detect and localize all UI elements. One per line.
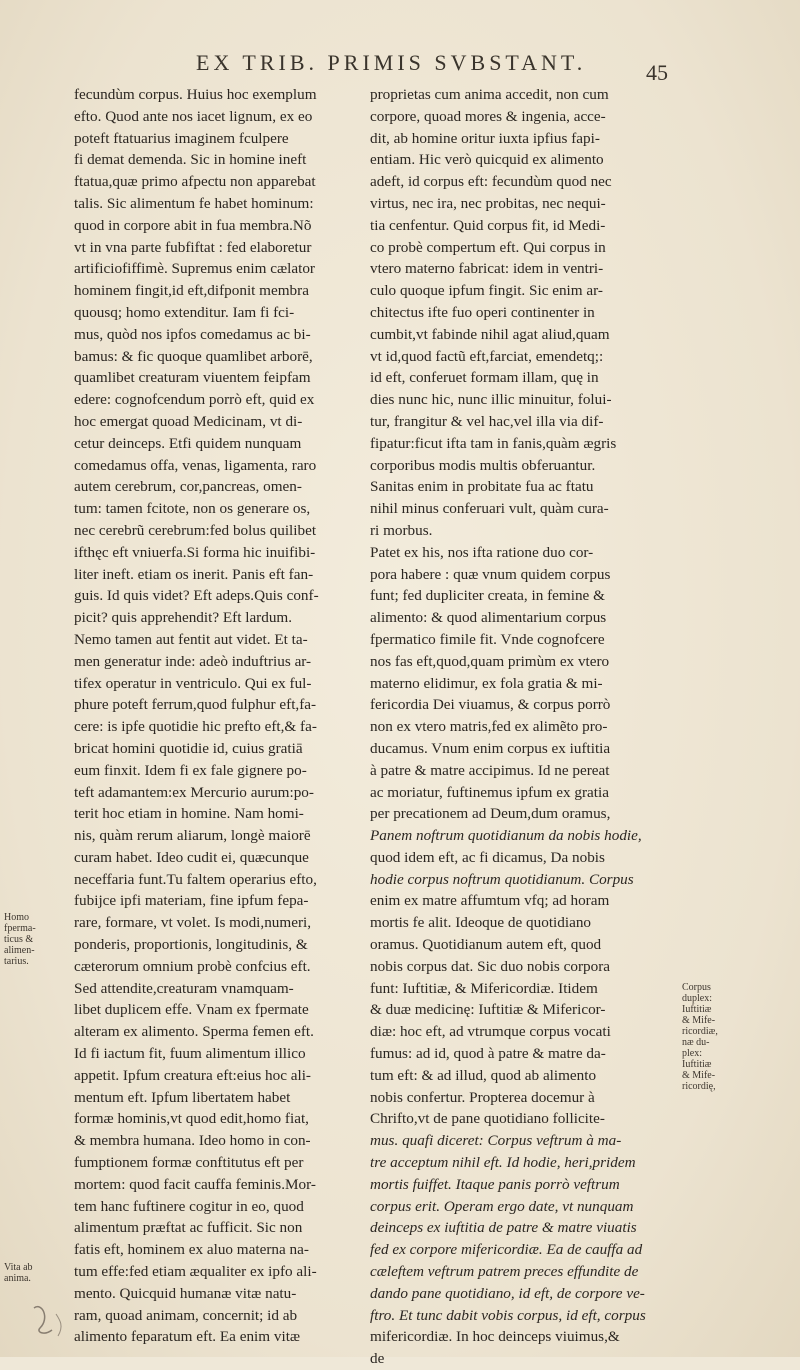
text-line: libet duplicem effe. Vnam ex fpermate (74, 1001, 309, 1019)
margin-note-line: & Mife- (682, 1070, 716, 1081)
right-text-column (370, 84, 678, 1370)
text-line: ducamus. Vnum enim corpus ex iuftitia (370, 739, 611, 757)
margin-note-line: ticus & (4, 934, 34, 945)
text-line: corpore, quoad mores & ingenia, acce- (370, 107, 606, 125)
text-line: Sanitas enim in probitate fua ac ftatu (370, 478, 594, 496)
text-line: quamlibet creaturam viuentem feipfam (74, 369, 311, 387)
margin-note-homo (4, 912, 46, 967)
text-line: artificiofiffimè. Supremus enim cælator (74, 260, 315, 278)
text-line: ftro. Et tunc dabit vobis corpus, id eft, corpus (370, 1306, 646, 1324)
text-line: ac moriatur, fuftinemus ipfum ex gratia (370, 783, 609, 801)
margin-note-line: anima. (4, 1273, 31, 1284)
text-line: cere: is ipfe quotidie hic prefto eft,& fa- (74, 718, 317, 736)
text-line: bamus: & fic quoque quamlibet arborē, (74, 347, 313, 365)
margin-note-line: næ du- (682, 1037, 710, 1048)
text-line: à patre & matre accipimus. Id ne pereat (370, 761, 610, 779)
margin-note-line: Homo (4, 912, 29, 923)
text-line: materno elidimur, ex fola gratia & mi- (370, 674, 603, 692)
margin-note-line: Vita ab (4, 1262, 33, 1273)
text-line: men generatur inde: adeò induftrius ar- (74, 652, 312, 670)
text-line: edere: cognofcendum porrò eft, quid ex (74, 391, 315, 409)
text-line: hoc emergat quoad Medicinam, vt di- (74, 412, 303, 430)
text-line: efto. Quod ante nos iacet lignum, ex eo (74, 107, 313, 125)
text-line: cetur deinceps. Etfi quidem nunquam (74, 434, 302, 452)
text-line: deinceps ex iuftitia de patre & matre viuatis (370, 1219, 637, 1237)
text-line: ram, quoad animam, concernit; id ab (74, 1306, 298, 1324)
text-line: vtero materno fabricat: idem in ventri- (370, 260, 604, 278)
text-line: id eft, conferuet formam illam, quę in (370, 369, 599, 387)
text-line: & membra humana. Ideo homo in con- (74, 1132, 311, 1150)
text-line: formæ hominis,vt quod edit,homo fiat, (74, 1110, 309, 1128)
text-line: rare, formare, vt volet. Is modi,numeri, (74, 914, 312, 932)
text-line: culo quoque ipfum fingit. Sic enim ar- (370, 282, 603, 300)
text-line: fecundùm corpus. Huius hoc exemplum (74, 86, 317, 103)
page-number: 45 (646, 60, 668, 85)
text-line: cæterorum omnium probè confcius eft. (74, 957, 311, 975)
margin-note-line: duplex: (682, 993, 712, 1004)
text-line: tifex operatur in ventriculo. Qui ex ful- (74, 674, 312, 692)
text-line: mus, quòd nos ipfos comedamus ac bi- (74, 325, 311, 343)
text-line: alteram ex alimento. Sperma femen eft. (74, 1023, 314, 1041)
text-line: hodie corpus noftrum quotidianum. Corpus (370, 870, 634, 888)
text-line: eum finxit. Idem fi ex fale gignere po- (74, 761, 307, 779)
text-line: tum effe:fed etiam æqualiter ex ipfo ali- (74, 1263, 317, 1281)
text-line: cæleftem veftrum patrem preces effundite de (370, 1263, 639, 1281)
margin-note-line: & Mife- (682, 1015, 716, 1026)
text-line: terit hoc etiam in homine. Nam homi- (74, 805, 304, 823)
text-line: Chrifto,vt de pane quotidiano follicite- (370, 1110, 605, 1128)
text-line: Sed attendite,creaturam vnamquam- (74, 979, 294, 997)
text-line: nobis corpus dat. Sic duo nobis corpora (370, 957, 611, 975)
text-line: mifericordiæ. In hoc deinceps viuimus,& (370, 1328, 620, 1346)
text-line: vt id,quod factũ eft,farciat, emendetq;: (370, 347, 604, 365)
text-line: mento. Quicquid humanæ vitæ natu- (74, 1284, 297, 1302)
text-line: teft adamantem:ex Mercurio aurum:po- (74, 783, 314, 801)
text-line: vt in vna parte fubfiftat : fed elaboretur (74, 238, 312, 256)
text-line: fatis eft, hominem ex aluo materna na- (74, 1241, 309, 1259)
text-line: ftatua,quæ primo afpectu non apparebat (74, 173, 316, 191)
text-line: neceffaria funt.Tu faltem operarius efto, (74, 870, 317, 888)
text-line: nihil minus conferuari vult, quàm cura- (370, 500, 609, 518)
text-line: curam habet. Ideo cudit ei, quæcunque (74, 848, 309, 866)
text-line: appetit. Ipfum creatura eft:eius hoc ali- (74, 1066, 311, 1084)
text-line: funt: Iuftitiæ, & Mifericordiæ. Itidem (370, 979, 598, 997)
text-line: virtus, nec ira, nec probitas, nec nequi- (370, 194, 606, 212)
margin-note-line: tarius. (4, 956, 29, 967)
text-line: mentum eft. Ipfum libertatem habet (74, 1088, 291, 1106)
text-line: entiam. Hic verò quicquid ex alimento (370, 151, 604, 169)
text-line: fubijce ipfi materiam, fine ipfum fepa- (74, 892, 309, 910)
text-line: picit? quis apprehendit? Eft lardum. (74, 609, 293, 627)
text-line: talis. Sic alimentum fe habet hominum: (74, 194, 314, 212)
text-line: quod idem eft, ac fi dicamus, Da nobis (370, 848, 605, 866)
text-line: oramus. Quotidianum autem eft, quod (370, 936, 602, 954)
text-line: tum eft: & ad illud, quod ab alimento (370, 1066, 597, 1084)
text-line: per precationem ad Deum,dum oramus, (370, 805, 611, 823)
margin-note-line: Corpus (682, 982, 711, 993)
text-line: chitectus ifte fuo operi continenter in (370, 303, 595, 321)
margin-note-line: ricordię, (682, 1081, 716, 1092)
text-line: tia cenfentur. Quid corpus fit, id Medi- (370, 216, 606, 234)
text-line: alimento feparatum eft. Ea enim vitæ (74, 1328, 301, 1346)
text-line: alimento: & quod alimentarium corpus (370, 609, 607, 627)
margin-note-vita (4, 1262, 46, 1284)
text-line: tre acceptum nihil eft. Id hodie, heri,pridem (370, 1154, 636, 1172)
text-line: ifthęc eft vniuerfa.Si forma hic inuifibi- (74, 543, 316, 561)
text-line: tem hanc fuftinere cogitur in eo, quod (74, 1197, 304, 1215)
margin-note-line: ricordiæ, (682, 1026, 718, 1037)
text-line: nis, quàm rerum aliarum, longè maiorē (74, 827, 311, 845)
text-line: nos fas eft,quod,quam primùm ex vtero (370, 652, 610, 670)
text-line: mortis fuiffet. Itaque panis porrò veftrum (370, 1175, 620, 1193)
text-line: Patet ex his, nos ifta ratione duo cor- (370, 543, 594, 561)
text-line: fericordia Dei viuamus, & corpus porrò (370, 696, 611, 714)
text-line: phure poteft ferrum,quod fulphur eft,fa- (74, 696, 317, 714)
text-line: Panem noftrum quotidianum da nobis hodie, (370, 827, 642, 845)
left-text-column (74, 84, 364, 1348)
text-line: mortem: quod facit cauffa feminis.Mor- (74, 1175, 316, 1193)
margin-note-line: fperma- (4, 923, 36, 934)
text-line: dies nunc hic, nunc illic minuitur, folui- (370, 391, 612, 409)
text-line: dando pane quotidiano, id eft, de corpore ve- (370, 1284, 645, 1302)
text-line: fpermatico fimile fit. Vnde cognofcere (370, 630, 605, 648)
text-line: hominem fingit,id eft,difponit membra (74, 282, 309, 300)
text-line: ri morbus. (370, 521, 433, 539)
text-line: mortis fe alit. Ideoque de quotidiano (370, 914, 592, 932)
text-line: tum: tamen fcitote, non os generare os, (74, 500, 311, 518)
text-line: fed ex corpore mifericordiæ. Ea de cauffa ad (370, 1241, 643, 1259)
text-line: dit, ab homine oritur iuxta ipfius fapi- (370, 129, 600, 147)
margin-note-line: alimen- (4, 945, 35, 956)
text-line: Nemo tamen aut fentit aut videt. Et ta- (74, 630, 308, 648)
text-line: alimentum præftat ac fufficit. Sic non (74, 1219, 303, 1237)
text-line: comedamus offa, venas, ligamenta, raro (74, 456, 317, 474)
margin-note-line: Iuftitiæ (682, 1004, 712, 1015)
text-line: cumbit,vt fabinde nihil agat aliud,quam (370, 325, 610, 343)
running-head: EX TRIB. PRIMIS SVBSTANT. (196, 50, 587, 75)
text-line: & duæ medicinę: Iuftitiæ & Mifericor- (370, 1001, 606, 1019)
margin-note-line: plex: (682, 1048, 702, 1059)
text-line: proprietas cum anima accedit, non cum (370, 86, 609, 103)
text-line: co probè compertum eft. Qui corpus in (370, 238, 606, 256)
text-line: fi demat demenda. Sic in homine ineft (74, 151, 307, 169)
margin-note-corpus (682, 982, 726, 1092)
text-line: nobis confertur. Propterea docemur à (370, 1088, 595, 1106)
margin-note-line: Iuftitiæ (682, 1059, 712, 1070)
text-line: Id fi iactum fit, fuum alimentum illico (74, 1045, 306, 1063)
text-line: quod in corpore abit in fua membra.Nõ (74, 216, 312, 234)
text-line: pora habere : quæ vnum quidem corpus (370, 565, 611, 583)
text-line: guis. Id quis videt? Eft adeps.Quis conf- (74, 587, 319, 605)
text-line: nec cerebrũ cerebrum:fed bolus quilibet (74, 521, 317, 539)
text-line: non ex vtero matris,fed ex alimẽto pro- (370, 718, 608, 736)
text-line: diæ: hoc eft, ad vtrumque corpus vocati (370, 1023, 611, 1041)
text-line: funt; fed dupliciter creata, in femine & (370, 587, 605, 605)
text-line: mus. quafi diceret: Corpus veftrum à ma- (370, 1132, 622, 1150)
text-line: quousq; homo extenditur. Iam fi fci- (74, 303, 295, 321)
text-line: de (370, 1350, 385, 1368)
text-line: fumptionem formæ conftitutus eft per (74, 1154, 304, 1172)
ink-bleed-mark (30, 1300, 70, 1342)
text-line: fipatur:ficut ifta tam in fanis,quàm ægris (370, 434, 617, 452)
text-line: liter ineft. etiam os inerit. Panis eft fan- (74, 565, 314, 583)
text-line: ponderis, proportionis, longitudinis, & (74, 936, 308, 954)
text-line: fumus: ad id, quod à patre & matre da- (370, 1045, 606, 1063)
text-line: autem cerebrum, cor,pancreas, omen- (74, 478, 302, 496)
text-line: tur, frangitur & vel hac,vel illa via dif- (370, 412, 604, 430)
text-line: corpus erit. Operam ergo date, vt nunquam (370, 1197, 634, 1215)
text-line: poteft ftatuarius imaginem fculpere (74, 129, 289, 147)
text-line: bricat homini quotidie id, cuius gratiā (74, 739, 303, 757)
text-line: enim ex matre affumtum vfq; ad horam (370, 892, 610, 910)
text-line: corporibus modis multis obferuantur. (370, 456, 596, 474)
text-line: adeft, id corpus eft: fecundùm quod nec (370, 173, 612, 191)
